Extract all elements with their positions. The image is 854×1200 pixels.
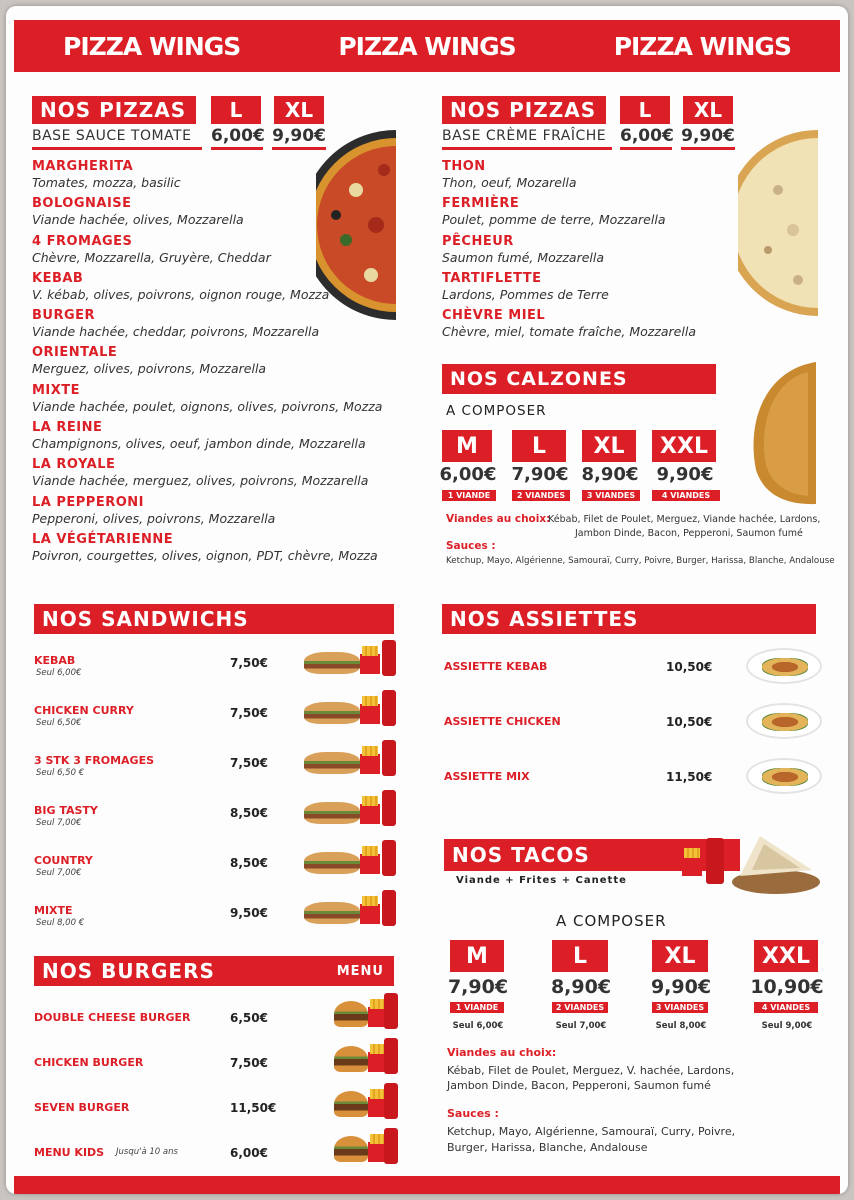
pizza-desc: Viande hachée, poulet, oignons, olives, poivrons, Mozza	[32, 398, 383, 414]
sandwich-row	[34, 788, 394, 838]
calzones-sauces-label: Sauces :	[446, 540, 496, 552]
pizza-item	[32, 383, 412, 415]
pizza-desc: Thon, oeuf, Mozarella	[442, 175, 577, 190]
fries-icon	[360, 704, 380, 724]
pizza-name: LA REINE	[32, 420, 103, 436]
brand-logo	[63, 32, 240, 61]
calzone-size-badge: M	[442, 430, 492, 462]
calzone-photo	[746, 360, 822, 506]
sandwich-solo-price: Seul 6,50€	[36, 718, 82, 728]
calzones-title: NOS CALZONES	[442, 364, 716, 394]
calzones-viandes-2: Jambon Dinde, Bacon, Pepperoni, Saumon fumé	[575, 528, 803, 539]
pizza-name: FERMIÈRE	[442, 196, 520, 212]
pizza-desc: Chèvre, Mozzarella, Gruyère, Cheddar	[32, 249, 271, 265]
burger-photo	[334, 1091, 368, 1117]
tacos-tag: 2 VIANDES	[552, 1002, 608, 1013]
pizza-name: KEBAB	[32, 270, 84, 286]
sandwich-name: KEBAB	[34, 654, 76, 667]
pizza-item	[442, 271, 742, 303]
pizza-desc: Saumon fumé, Mozzarella	[442, 249, 605, 265]
brand-logo	[338, 32, 515, 61]
tacos-size-badge: XL	[652, 940, 708, 972]
pizza-desc: Merguez, olives, poivrons, Mozzarella	[32, 361, 267, 377]
calzone-price: 6,00€	[439, 464, 497, 485]
pizza-desc: V. kébab, olives, poivrons, oignon rouge, Mozza	[32, 286, 330, 302]
tacos-solo-price: Seul 7,00€	[555, 1021, 607, 1031]
burgers-menu-label: MENU	[336, 963, 384, 979]
calzone-tag: 2 VIANDES	[512, 490, 570, 501]
pizza-item	[442, 196, 742, 228]
pizza-name: TARTIFLETTE	[442, 270, 542, 286]
assiette-price: 10,50€	[666, 660, 713, 674]
burger-row	[34, 991, 394, 1036]
price-l: 6,00€	[211, 126, 263, 150]
pizza-name: PÊCHEUR	[442, 233, 514, 249]
sandwich-photo	[304, 702, 360, 724]
pizza-name: 4 FROMAGES	[32, 233, 133, 249]
fries-icon	[682, 856, 702, 876]
soda-can-icon	[384, 1038, 398, 1074]
tacos-price: 7,90€	[447, 976, 509, 998]
sandwich-solo-price: Seul 8,00 €	[36, 918, 85, 928]
burger-price: 7,50€	[230, 1056, 268, 1070]
assiette-photo	[746, 758, 822, 794]
tacos-title: NOS TACOS	[444, 839, 740, 871]
sandwich-price: 7,50€	[230, 706, 268, 720]
sandwich-price: 8,50€	[230, 856, 268, 870]
sandwich-name: COUNTRY	[34, 854, 93, 867]
soda-can-icon	[384, 1128, 398, 1164]
bottom-banner	[14, 1176, 840, 1194]
tacos-size-badge: XXL	[754, 940, 818, 972]
soda-can-icon	[382, 790, 396, 826]
sandwich-row	[34, 738, 394, 788]
sandwich-row	[34, 688, 394, 738]
soda-can-icon	[382, 690, 396, 726]
fries-icon	[360, 804, 380, 824]
assiette-row	[442, 693, 822, 748]
calzones-sauces: Ketchup, Mayo, Algérienne, Samouraï, Curry, Poivre, Burger, Harissa, Blanche, Andalouse	[446, 556, 835, 566]
assiette-row	[442, 748, 822, 803]
menu-sheet	[6, 6, 848, 1194]
sandwich-photo	[304, 652, 360, 674]
tacos-solo-price: Seul 6,00€	[452, 1021, 504, 1031]
size-l-badge: L	[620, 96, 670, 124]
sandwich-photo	[304, 802, 360, 824]
tacos-tag: 3 VIANDES	[652, 1002, 708, 1013]
pizzas-tomate-title: NOS PIZZAS	[32, 96, 196, 124]
pizzas-creme-list	[442, 159, 742, 345]
assiette-price: 10,50€	[666, 715, 713, 729]
pizza-desc: Champignons, olives, oeuf, jambon dinde, Mozzarella	[32, 436, 366, 452]
burgers-list	[34, 991, 394, 1171]
pizza-item	[32, 420, 412, 452]
burger-price: 6,50€	[230, 1011, 268, 1025]
tacos-viandes-1: Kébab, Filet de Poulet, Merguez, V. hachée, Lardons,	[447, 1064, 735, 1077]
tacos-sizes	[444, 934, 824, 1034]
fries-icon	[360, 754, 380, 774]
burger-name: DOUBLE CHEESE BURGER	[34, 1011, 191, 1024]
sandwich-name: MIXTE	[34, 904, 73, 917]
soda-can-icon	[382, 840, 396, 876]
calzone-size-badge: XL	[582, 430, 636, 462]
calzones-sizes	[439, 424, 742, 502]
calzone-tag: 3 VIANDES	[582, 490, 640, 501]
tacos-viandes-2: Jambon Dinde, Bacon, Pepperoni, Saumon fumé	[447, 1079, 711, 1092]
pizza-creme-photo	[738, 130, 818, 316]
pizza-name: MARGHERITA	[32, 159, 134, 174]
sandwich-photo	[304, 752, 360, 774]
tacos-sauces-label: Sauces :	[447, 1107, 499, 1120]
soda-can-icon	[384, 1083, 398, 1119]
pizza-name: MIXTE	[32, 382, 81, 398]
pizza-item	[32, 532, 412, 564]
burger-name: CHICKEN BURGER	[34, 1056, 144, 1069]
tacos-size-badge: L	[552, 940, 608, 972]
burger-price: 6,00€	[230, 1146, 268, 1160]
pizza-name: BOLOGNAISE	[32, 196, 132, 212]
brand-logo-text: PIZZA WINGS	[63, 31, 241, 61]
pizzas-creme-title: NOS PIZZAS	[442, 96, 606, 124]
sandwich-row	[34, 838, 394, 888]
sandwich-solo-price: Seul 6,50 €	[36, 768, 85, 778]
price-l: 6,00€	[620, 126, 672, 150]
pizza-item	[32, 345, 412, 377]
sandwichs-list	[34, 638, 394, 938]
brand-logo-text: PIZZA WINGS	[338, 31, 516, 61]
sandwich-name: BIG TASTY	[34, 804, 98, 817]
sandwich-name: CHICKEN CURRY	[34, 704, 134, 717]
size-xl-badge: XL	[683, 96, 733, 124]
sandwich-price: 9,50€	[230, 906, 268, 920]
pizza-tomate-photo	[316, 130, 396, 320]
burger-row	[34, 1036, 394, 1081]
tacos-sauces-2: Burger, Harissa, Blanche, Andalouse	[447, 1141, 648, 1154]
burger-name: SEVEN BURGER	[34, 1101, 130, 1114]
calzones-viandes-1: Kébab, Filet de Poulet, Merguez, Viande hachée, Lardons,	[548, 514, 821, 525]
fries-icon	[360, 904, 380, 924]
assiette-food	[762, 713, 808, 731]
pizza-desc: Poulet, pomme de terre, Mozzarella	[442, 212, 666, 228]
pizza-name: BURGER	[32, 308, 96, 324]
tacos-viandes-label: Viandes au choix:	[447, 1046, 557, 1059]
burger-photo	[334, 1001, 368, 1027]
tacos-tag: 4 VIANDES	[754, 1002, 818, 1013]
tacos-price: 10,90€	[750, 976, 824, 998]
tacos-price: 9,90€	[650, 976, 712, 998]
soda-can-icon	[382, 890, 396, 926]
pizza-name: LA PEPPERONI	[32, 494, 144, 510]
price-xl: 9,90€	[681, 126, 735, 150]
assiette-name: ASSIETTE MIX	[444, 770, 530, 783]
tacos-photo	[730, 830, 822, 896]
pizza-desc: Viande hachée, cheddar, poivrons, Mozzarella	[32, 324, 320, 340]
top-banner	[14, 20, 840, 72]
assiette-name: ASSIETTE CHICKEN	[444, 715, 561, 728]
assiettes-title: NOS ASSIETTES	[442, 604, 816, 634]
tacos-solo-price: Seul 9,00€	[761, 1021, 813, 1031]
brand-logo-text: PIZZA WINGS	[613, 31, 791, 61]
pizza-item	[442, 234, 742, 266]
size-l-badge: L	[211, 96, 261, 124]
burgers-header	[34, 956, 394, 986]
assiette-name: ASSIETTE KEBAB	[444, 660, 548, 673]
brand-logo	[614, 32, 791, 61]
calzone-price: 9,90€	[656, 464, 714, 485]
sandwich-solo-price: Seul 7,00€	[36, 818, 82, 828]
tacos-tag: 1 VIANDE	[450, 1002, 504, 1013]
calzone-tag: 1 VIANDE	[442, 490, 496, 501]
burger-photo	[334, 1136, 368, 1162]
calzones-subtitle: A COMPOSER	[446, 403, 547, 419]
sandwich-solo-price: Seul 6,00€	[36, 668, 82, 678]
pizza-desc: Viande hachée, olives, Mozzarella	[32, 212, 244, 228]
pizza-name: ORIENTALE	[32, 345, 118, 361]
burger-price: 11,50€	[230, 1101, 277, 1115]
pizza-item	[442, 308, 742, 340]
soda-can-icon	[382, 640, 396, 676]
pizza-desc: Lardons, Pommes de Terre	[442, 286, 609, 302]
assiette-photo	[746, 703, 822, 739]
sandwich-row	[34, 638, 394, 688]
sandwich-price: 7,50€	[230, 756, 268, 770]
calzone-price: 8,90€	[581, 464, 639, 485]
calzone-size-badge: XXL	[652, 430, 716, 462]
soda-can-icon	[382, 740, 396, 776]
burger-name: MENU KIDS	[34, 1146, 105, 1159]
assiette-food	[762, 658, 808, 676]
burger-photo	[334, 1046, 368, 1072]
burger-row	[34, 1126, 394, 1171]
burger-note: Jusqu'à 10 ans	[116, 1147, 178, 1157]
pizza-desc: Viande hachée, merguez, olives, poivrons, Mozzarella	[32, 473, 369, 489]
pizza-desc: Tomates, mozza, basilic	[32, 175, 181, 190]
price-xl: 9,90€	[272, 126, 326, 150]
pizza-item	[32, 457, 412, 489]
pizza-item	[32, 495, 412, 527]
sandwich-price: 8,50€	[230, 806, 268, 820]
pizza-name: LA VÉGÉTARIENNE	[32, 531, 174, 547]
assiette-price: 11,50€	[666, 770, 713, 784]
pizza-desc: Pepperoni, olives, poivrons, Mozzarella	[32, 510, 276, 526]
pizzas-creme-base: BASE CRÈME FRAÎCHE	[442, 128, 612, 150]
pizza-name: LA ROYALE	[32, 457, 116, 473]
sandwich-solo-price: Seul 7,00€	[36, 868, 82, 878]
burgers-title: NOS BURGERS	[42, 959, 215, 983]
size-xl-badge: XL	[274, 96, 324, 124]
pizza-name: CHÈVRE MIEL	[442, 308, 546, 324]
sandwich-photo	[304, 852, 360, 874]
tacos-solo-price: Seul 8,00€	[655, 1021, 707, 1031]
sandwichs-title: NOS SANDWICHS	[34, 604, 394, 634]
pizza-item	[442, 159, 742, 191]
calzones-viandes-label: Viandes au choix:	[446, 513, 551, 525]
pizza-desc: Poivron, courgettes, olives, oignon, PDT, chèvre, Mozza	[32, 547, 378, 563]
calzone-tag: 4 VIANDES	[652, 490, 720, 501]
calzone-price: 7,90€	[511, 464, 569, 485]
tacos-subtitle: Viande + Frites + Canette	[456, 875, 627, 886]
tacos-price: 8,90€	[550, 976, 612, 998]
tacos-compose: A COMPOSER	[556, 912, 667, 930]
pizza-name: THON	[442, 159, 486, 174]
sandwich-photo	[304, 902, 360, 924]
burger-row	[34, 1081, 394, 1126]
soda-can-icon	[706, 838, 724, 884]
assiette-food	[762, 768, 808, 786]
fries-icon	[360, 654, 380, 674]
assiette-row	[442, 638, 822, 693]
calzone-size-badge: L	[512, 430, 566, 462]
sandwich-row	[34, 888, 394, 938]
assiette-photo	[746, 648, 822, 684]
soda-can-icon	[384, 993, 398, 1029]
pizzas-tomate-base: BASE SAUCE TOMATE	[32, 128, 202, 150]
pizza-desc: Chèvre, miel, tomate fraîche, Mozzarella	[442, 324, 696, 340]
sandwich-name: 3 STK 3 FROMAGES	[34, 754, 155, 767]
tacos-sauces-1: Ketchup, Mayo, Algérienne, Samouraï, Curry, Poivre,	[447, 1125, 736, 1138]
sandwich-price: 7,50€	[230, 656, 268, 670]
assiettes-list	[442, 638, 822, 803]
tacos-size-badge: M	[450, 940, 504, 972]
fries-icon	[360, 854, 380, 874]
